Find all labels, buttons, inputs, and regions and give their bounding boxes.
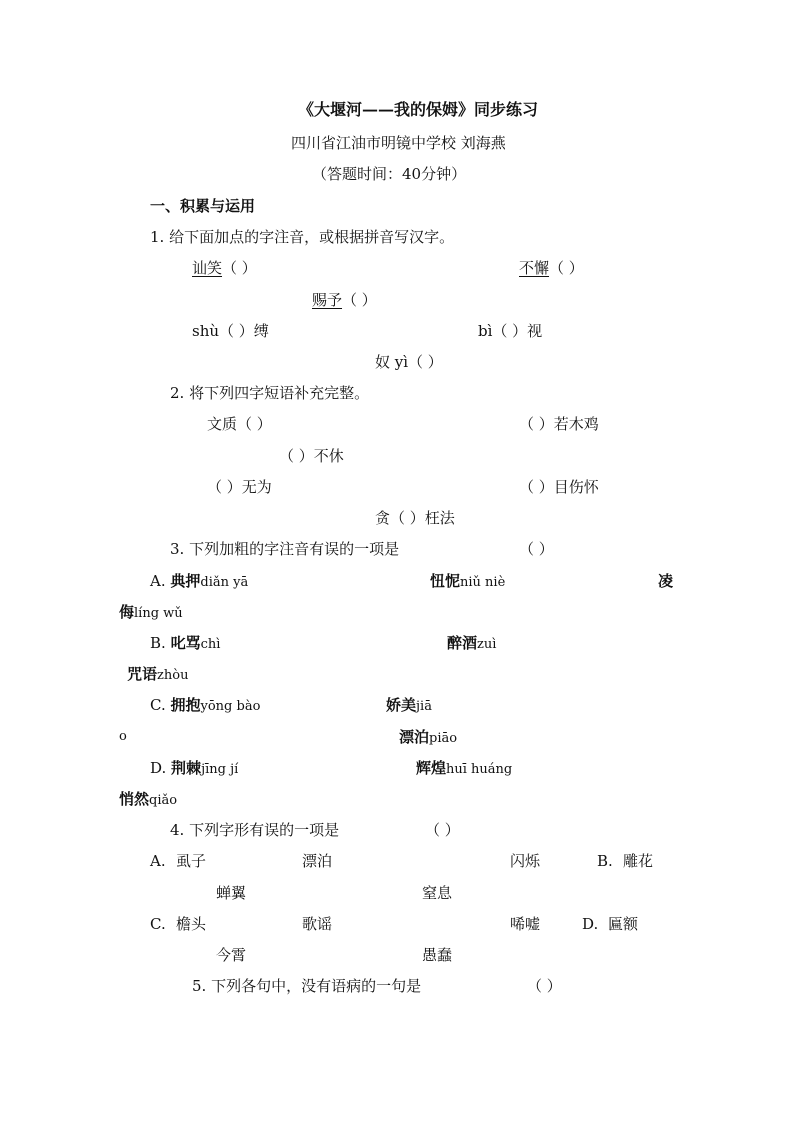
q2-item-4: （ ）无为 — [207, 478, 272, 496]
q4-option-c-label: C. — [150, 915, 166, 933]
option-label: B. — [150, 634, 166, 652]
option-pinyin: niǔ niè — [460, 575, 506, 590]
q1-prompt: 1. 给下面加点的字注音，或根据拼音写汉字。 — [150, 228, 455, 246]
option-pinyin: diǎn yā — [200, 575, 249, 590]
q3-option-a — [150, 571, 248, 593]
q2-item-3: （ ）不休 — [279, 447, 344, 465]
q2-item-1: 文质（ ） — [207, 415, 272, 433]
author-line: 四川省江油市明镜中学校 刘海燕 — [291, 134, 506, 152]
q3-option-b — [150, 633, 220, 655]
option-label: C. — [150, 696, 166, 714]
option-pinyin: jiā — [416, 699, 432, 714]
option-word: 忸怩 — [430, 572, 461, 590]
page-title: 《大堰河——我的保姆》同步练习 — [298, 100, 539, 119]
q4-word: 窒息 — [422, 884, 453, 902]
q4-word: 漂泊 — [302, 852, 333, 870]
q2-item-5: （ ）目伤怀 — [519, 478, 599, 496]
time-note: （答题时间：40分钟） — [312, 165, 467, 183]
q1-item-2: 不懈（ ） — [519, 259, 584, 277]
option-label: D. — [150, 759, 167, 777]
q1-item-4: shù（ ）缚 — [192, 322, 269, 340]
option-word: 拥抱 — [170, 696, 201, 714]
q4-word: 歌谣 — [302, 915, 333, 933]
q4-option-d-label: D. — [582, 915, 599, 933]
option-label: A. — [150, 572, 166, 590]
q1-item-6: 奴 yì（ ） — [375, 353, 443, 371]
q3-option-d — [150, 758, 238, 780]
q4-word: 匾额 — [608, 915, 639, 933]
option-word: 侮 — [119, 603, 135, 621]
option-word: 辉煌 — [416, 759, 447, 777]
option-pinyin: zhòu — [157, 668, 189, 683]
q4-word: 闪烁 — [510, 852, 541, 870]
option-word: 漂泊 — [399, 728, 430, 746]
option-word: 咒语 — [127, 665, 158, 683]
target-word: 赐予 — [312, 291, 343, 309]
option-word: 荆棘 — [171, 759, 202, 777]
q1-item-1: 讪笑（ ） — [192, 259, 257, 277]
section-heading: 一、积累与运用 — [150, 197, 256, 215]
q5-prompt: 5. 下列各句中，没有语病的一句是 — [192, 977, 422, 995]
q1-item-5: bì（ ）视 — [478, 322, 543, 340]
q5-answer-paren: （ ） — [527, 977, 562, 995]
option-word: 悄然 — [119, 790, 150, 808]
q3-option-c — [150, 695, 260, 717]
target-word: 讪笑 — [192, 259, 223, 277]
q4-word: 雕花 — [623, 852, 654, 870]
q2-prompt: 2. 将下列四字短语补充完整。 — [170, 384, 370, 402]
option-word: 凌 — [658, 572, 674, 590]
q4-prompt: 4. 下列字形有误的一项是 — [170, 821, 340, 839]
q2-item-2: （ ）若木鸡 — [519, 415, 599, 433]
q4-word: 檐头 — [176, 915, 207, 933]
option-pinyin: líng wǔ — [134, 606, 183, 621]
option-pinyin: chì — [200, 637, 221, 652]
q3-prompt: 3. 下列加粗的字注音有误的一项是 — [170, 540, 400, 558]
q4-word: 今霄 — [216, 946, 247, 964]
option-pinyin: yōng bào — [200, 699, 261, 714]
option-pinyin: jīng jí — [201, 762, 239, 777]
q4-answer-paren: （ ） — [425, 821, 460, 839]
q2-item-6: 贪（ ）枉法 — [375, 509, 455, 527]
q4-word: 蝉翼 — [216, 884, 247, 902]
option-word: 醉酒 — [447, 634, 478, 652]
q4-word: 虱子 — [176, 852, 207, 870]
option-pinyin-tail: o — [119, 729, 127, 744]
option-word: 娇美 — [386, 696, 417, 714]
option-word: 典押 — [170, 572, 201, 590]
q4-word: 愚蠢 — [422, 946, 453, 964]
q4-option-a-label: A. — [150, 852, 166, 870]
q4-word: 唏嘘 — [510, 915, 541, 933]
target-word: 不懈 — [519, 259, 550, 277]
q3-answer-paren: （ ） — [519, 540, 554, 558]
option-pinyin: piāo — [429, 731, 458, 746]
option-pinyin: huī huáng — [446, 762, 513, 777]
option-pinyin: qiǎo — [149, 793, 178, 808]
q4-option-b-label: B. — [597, 852, 613, 870]
option-pinyin: zuì — [477, 637, 497, 652]
q1-item-3: 赐予（ ） — [312, 291, 377, 309]
option-word: 叱骂 — [170, 634, 201, 652]
